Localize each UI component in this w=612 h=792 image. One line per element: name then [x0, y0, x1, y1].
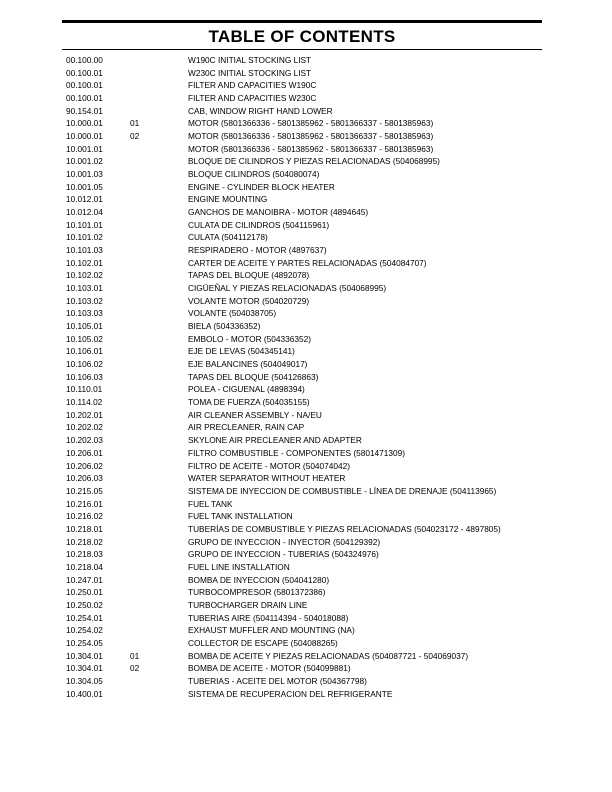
toc-entry-code: 10.114.02: [66, 397, 103, 408]
toc-entry[interactable]: [62, 307, 542, 320]
toc-entry-code: 10.110.01: [66, 384, 103, 395]
toc-entry-description: CARTER DE ACEITE Y PARTES RELACIONADAS (504084707): [188, 257, 427, 268]
toc-entry-description: EJE DE LEVAS (504345141): [188, 346, 295, 357]
toc-entry-description: CIGÜEÑAL Y PIEZAS RELACIONADAS (504068995): [188, 283, 387, 294]
toc-entry-code: 10.101.02: [66, 232, 103, 243]
toc-entry[interactable]: [62, 688, 542, 701]
toc-entry-code: 10.254.05: [66, 637, 103, 648]
toc-entry[interactable]: [62, 168, 542, 181]
toc-entry-description: POLEA - CIGUENAL (4898394): [188, 384, 305, 395]
toc-entry-description: SISTEMA DE RECUPERACION DEL REFRIGERANTE: [188, 688, 393, 699]
toc-entry-code: 00.100.00: [66, 55, 103, 65]
toc-entry[interactable]: [62, 193, 542, 206]
toc-entry[interactable]: [62, 206, 542, 219]
toc-entry[interactable]: [62, 612, 542, 625]
toc-entry[interactable]: [62, 548, 542, 561]
toc-entry-code: 10.001.01: [66, 143, 103, 154]
toc-entry-code: 10.202.03: [66, 435, 103, 446]
toc-entry-description: VOLANTE (504038705): [188, 308, 277, 319]
toc-entry[interactable]: [62, 624, 542, 637]
toc-entry-code: 10.215.05: [66, 485, 103, 496]
toc-entry[interactable]: [62, 561, 542, 574]
toc-entry-code: 10.206.03: [66, 473, 103, 484]
toc-entry[interactable]: [62, 662, 542, 675]
toc-entry[interactable]: [62, 447, 542, 460]
toc-entry-code: 00.100.01: [66, 80, 103, 91]
toc-entry-description: SKYLONE AIR PRECLEANER AND ADAPTER: [188, 435, 362, 446]
toc-entry-description: MOTOR (5801366336 - 5801385962 - 5801366337 - 5801385963): [188, 143, 434, 154]
toc-entry-description: TUBERIAS AIRE (504114394 - 504018088): [188, 612, 349, 623]
toc-entry[interactable]: [62, 498, 542, 511]
toc-entry[interactable]: [62, 105, 542, 118]
toc-entry-description: BOMBA DE ACEITE Y PIEZAS RELACIONADAS (504087721 - 504069037): [188, 650, 469, 661]
toc-entry-description: BOMBA DE INYECCION (504041280): [188, 574, 330, 585]
toc-entry[interactable]: [62, 371, 542, 384]
toc-entry[interactable]: [62, 383, 542, 396]
toc-entry-code: 10.000.01: [66, 131, 103, 142]
toc-entry-description: CULATA (504112178): [188, 232, 268, 243]
toc-entry-sub: 02: [130, 663, 140, 674]
toc-entry-code: 10.001.05: [66, 181, 103, 192]
toc-entry-description: FILTRO COMBUSTIBLE - COMPONENTES (5801471309): [188, 447, 406, 458]
toc-entry-description: FUEL TANK: [188, 498, 233, 509]
toc-entry[interactable]: [62, 295, 542, 308]
toc-entry-code: 10.216.01: [66, 498, 103, 509]
toc-entry[interactable]: [62, 231, 542, 244]
toc-entry-description: GRUPO DE INYECCION - INYECTOR (504129392): [188, 536, 381, 547]
top-rule: [62, 20, 542, 23]
toc-entry-description: COLLECTOR DE ESCAPE (504088265): [188, 637, 338, 648]
toc-entry-code: 10.103.02: [66, 295, 103, 306]
toc-entry-description: TUBERÍAS DE COMBUSTIBLE Y PIEZAS RELACIONADAS (504023172 - 4897805): [188, 523, 501, 534]
toc-entry-description: RESPIRADERO - MOTOR (4897637): [188, 245, 327, 256]
toc-entry-code: 10.103.03: [66, 308, 103, 319]
toc-entry-code: 10.216.02: [66, 511, 103, 522]
toc-entry-description: TURBOCOMPRESOR (5801372386): [188, 587, 326, 598]
toc-entry-description: BLOQUE CILINDROS (504080074): [188, 169, 320, 180]
toc-entry-description: AIR PRECLEANER, RAIN CAP: [188, 422, 305, 433]
toc-entry[interactable]: [62, 650, 542, 663]
toc-entry-description: W230C INITIAL STOCKING LIST: [188, 67, 312, 78]
toc-entry-code: 10.202.01: [66, 409, 103, 420]
toc-entry-code: 10.106.01: [66, 346, 103, 357]
toc-entry-description: FILTER AND CAPACITIES W190C: [188, 80, 317, 91]
toc-entry[interactable]: [62, 586, 542, 599]
toc-entry[interactable]: [62, 345, 542, 358]
toc-entry-description: W190C INITIAL STOCKING LIST: [188, 55, 312, 65]
toc-entry-description: TAPAS DEL BLOQUE (504126863): [188, 371, 319, 382]
toc-entry-code: 10.254.01: [66, 612, 103, 623]
toc-entry-description: ENGINE MOUNTING: [188, 194, 268, 205]
toc-entry-description: MOTOR (5801366336 - 5801385962 - 5801366337 - 5801385963): [188, 131, 434, 142]
toc-entry-description: VOLANTE MOTOR (504020729): [188, 295, 310, 306]
toc-entry-description: BLOQUE DE CILINDROS Y PIEZAS RELACIONADAS (504068995): [188, 156, 440, 167]
toc-entry-description: FILTRO DE ACEITE - MOTOR (504074042): [188, 460, 350, 471]
toc-entry-code: 90.154.01: [66, 105, 103, 116]
toc-entry[interactable]: [62, 485, 542, 498]
toc-entry-code: 10.105.01: [66, 321, 103, 332]
toc-entry-sub: 01: [130, 118, 140, 129]
toc-entry[interactable]: [62, 67, 542, 80]
toc-entry-description: TURBOCHARGER DRAIN LINE: [188, 599, 308, 610]
toc-entry[interactable]: [62, 333, 542, 346]
toc-entry[interactable]: [62, 219, 542, 232]
toc-entry[interactable]: [62, 130, 542, 143]
toc-entry-description: MOTOR (5801366336 - 5801385962 - 5801366337 - 5801385963): [188, 118, 434, 129]
toc-entry-code: 10.103.01: [66, 283, 103, 294]
toc-entry-description: EXHAUST MUFFLER AND MOUNTING (NA): [188, 625, 355, 636]
toc-entry-description: GRUPO DE INYECCION - TUBERIAS (504324976): [188, 549, 379, 560]
toc-list: [62, 54, 542, 700]
toc-entry[interactable]: [62, 421, 542, 434]
title-rule: [62, 49, 542, 50]
toc-entry-code: 10.400.01: [66, 688, 103, 699]
toc-entry-code: 10.218.01: [66, 523, 103, 534]
toc-entry-description: EMBOLO - MOTOR (504336352): [188, 333, 311, 344]
toc-entry-code: 10.102.02: [66, 270, 103, 281]
toc-entry[interactable]: [62, 599, 542, 612]
toc-entry-code: 10.105.02: [66, 333, 103, 344]
toc-entry[interactable]: [62, 282, 542, 295]
toc-entry[interactable]: [62, 358, 542, 371]
toc-entry-description: TUBERIAS - ACEITE DEL MOTOR (504367798): [188, 675, 367, 686]
toc-entry[interactable]: [62, 181, 542, 194]
toc-entry-description: ENGINE - CYLINDER BLOCK HEATER: [188, 181, 335, 192]
toc-entry[interactable]: [62, 536, 542, 549]
toc-entry[interactable]: [62, 675, 542, 688]
toc-entry-code: 10.012.04: [66, 207, 103, 218]
toc-entry-description: SISTEMA DE INYECCION DE COMBUSTIBLE - LÍNEA DE DRENAJE (504113965): [188, 485, 497, 496]
toc-entry[interactable]: [62, 510, 542, 523]
toc-entry-code: 10.254.02: [66, 625, 103, 636]
toc-entry-code: 10.247.01: [66, 574, 103, 585]
toc-entry[interactable]: [62, 143, 542, 156]
toc-entry-sub: 01: [130, 650, 140, 661]
toc-entry-code: 10.218.02: [66, 536, 103, 547]
toc-entry-code: 10.012.01: [66, 194, 103, 205]
page-title: TABLE OF CONTENTS: [208, 27, 396, 46]
toc-entry[interactable]: [62, 269, 542, 282]
toc-entry[interactable]: [62, 523, 542, 536]
toc-entry-code: 00.100.01: [66, 67, 103, 78]
toc-entry-code: 10.218.03: [66, 549, 103, 560]
toc-entry-code: 10.101.01: [66, 219, 103, 230]
toc-entry-code: 10.304.01: [66, 663, 103, 674]
toc-entry[interactable]: [62, 155, 542, 168]
toc-entry-code: 10.000.01: [66, 118, 103, 129]
toc-entry-code: 10.250.02: [66, 599, 103, 610]
toc-entry[interactable]: [62, 54, 542, 67]
toc-entry-code: 10.106.03: [66, 371, 103, 382]
toc-entry-description: CAB, WINDOW RIGHT HAND LOWER: [188, 105, 333, 116]
toc-entry-description: FUEL TANK INSTALLATION: [188, 511, 293, 522]
toc-entry-description: FUEL LINE INSTALLATION: [188, 561, 290, 572]
toc-entry-code: 10.206.01: [66, 447, 103, 458]
toc-entry-description: EJE BALANCINES (504049017): [188, 359, 308, 370]
toc-entry[interactable]: [62, 434, 542, 447]
toc-entry-code: 10.001.02: [66, 156, 103, 167]
toc-entry-description: BIELA (504336352): [188, 321, 261, 332]
toc-entry-code: 10.218.04: [66, 561, 103, 572]
toc-entry[interactable]: [62, 320, 542, 333]
toc-entry-description: CULATA DE CILINDROS (504115961): [188, 219, 330, 230]
toc-entry[interactable]: [62, 637, 542, 650]
toc-entry[interactable]: [62, 244, 542, 257]
toc-entry-sub: 02: [130, 131, 140, 142]
toc-entry-description: FILTER AND CAPACITIES W230C: [188, 93, 317, 104]
toc-entry-code: 10.202.02: [66, 422, 103, 433]
toc-entry-description: AIR CLEANER ASSEMBLY - NA/EU: [188, 409, 322, 420]
toc-entry-code: 10.101.03: [66, 245, 103, 256]
toc-entry[interactable]: [62, 396, 542, 409]
toc-entry-code: 10.106.02: [66, 359, 103, 370]
toc-entry[interactable]: [62, 79, 542, 92]
toc-entry-code: 10.304.01: [66, 650, 103, 661]
toc-entry[interactable]: [62, 460, 542, 473]
toc-entry-code: 10.206.02: [66, 460, 103, 471]
toc-entry[interactable]: [62, 409, 542, 422]
toc-entry[interactable]: [62, 472, 542, 485]
toc-entry[interactable]: [62, 92, 542, 105]
toc-entry-code: 10.250.01: [66, 587, 103, 598]
toc-entry-description: GANCHOS DE MANOIBRA - MOTOR (4894645): [188, 207, 369, 218]
toc-entry-description: TOMA DE FUERZA (504035155): [188, 397, 310, 408]
toc-entry[interactable]: [62, 117, 542, 130]
toc-entry-code: 10.304.05: [66, 675, 103, 686]
toc-entry-description: TAPAS DEL BLOQUE (4892078): [188, 270, 310, 281]
toc-entry[interactable]: [62, 574, 542, 587]
toc-entry-description: WATER SEPARATOR WITHOUT HEATER: [188, 473, 346, 484]
toc-entry[interactable]: [62, 257, 542, 270]
toc-entry-code: 10.102.01: [66, 257, 103, 268]
toc-entry-code: 10.001.03: [66, 169, 103, 180]
toc-entry-description: BOMBA DE ACEITE - MOTOR (504099881): [188, 663, 351, 674]
toc-entry-code: 00.100.01: [66, 93, 103, 104]
